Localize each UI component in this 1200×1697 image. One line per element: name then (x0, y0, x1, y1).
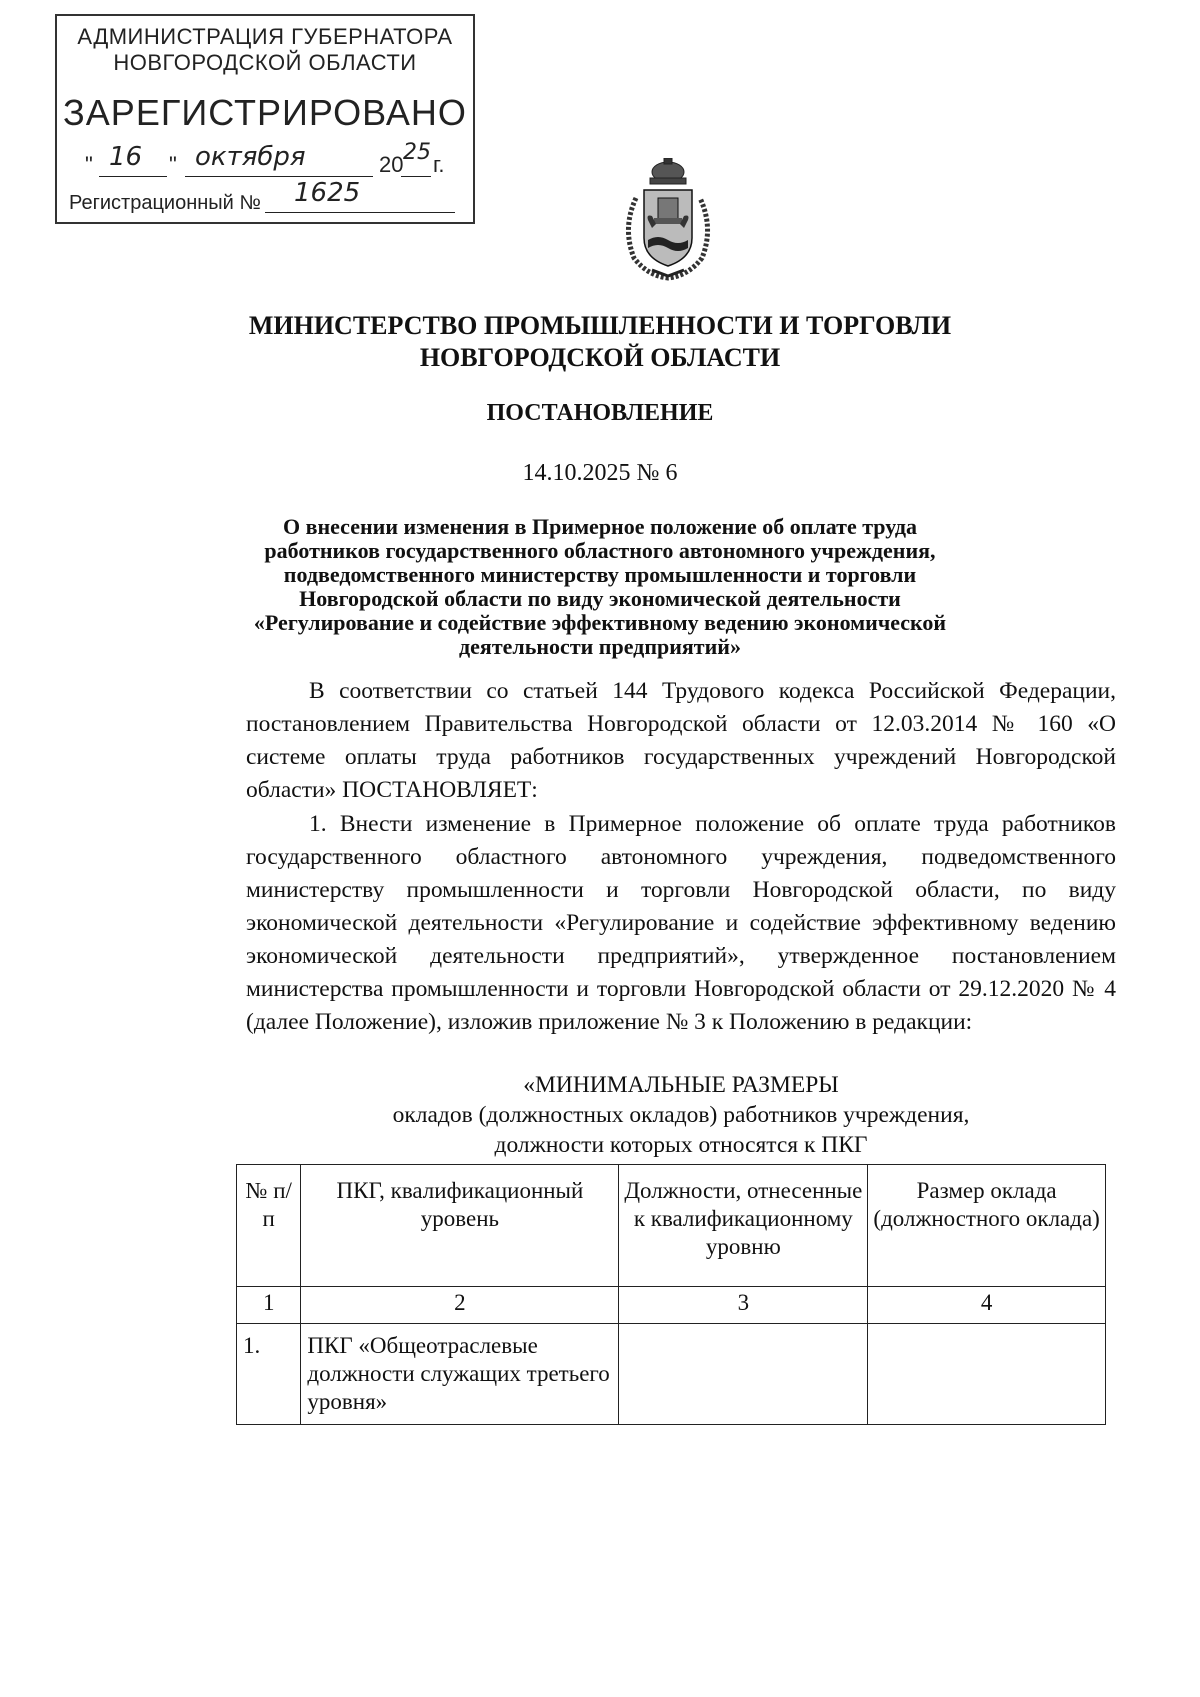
header-positions: Должности, отнесенные к квалификационному уровню (619, 1165, 868, 1287)
paragraph-preamble: В соответствии со статьей 144 Трудового кодекса Российской Федерации, постановлением Правительства Новгородской области от 12.03.2014 № 160 «О системе оплаты труда работников государственных учреждений Новгородской области» ПОСТАНОВЛЯЕТ: (246, 678, 1116, 803)
column-number: 4 (868, 1287, 1106, 1324)
stamp-region-line: НОВГОРОДСКОЙ ОБЛАСТИ (113, 50, 417, 75)
stamp-day: 16 (109, 142, 143, 172)
row-salary (868, 1324, 1106, 1425)
appendix-line-1: «МИНИМАЛЬНЫЕ РАЗМЕРЫ (523, 1072, 839, 1098)
table-numbering-row (237, 1287, 1106, 1324)
stamp-registered-label: ЗАРЕГИСТРИРОВАНО (63, 92, 467, 133)
subject-line: деятельности предприятий» (459, 634, 741, 659)
stamp-reg-label: Регистрационный № (69, 192, 261, 214)
crown-icon (650, 158, 686, 184)
appendix-line-2: окладов (должностных окладов) работников учреждения, (392, 1102, 970, 1128)
ministry-line-1: МИНИСТЕРСТВО ПРОМЫШЛЕННОСТИ И ТОРГОВЛИ (248, 311, 952, 340)
stamp-year-suffix: 25 (403, 140, 431, 165)
subject-line: «Регулирование и содействие эффективному ведению экономической (253, 610, 947, 635)
table-row (237, 1324, 1106, 1425)
stamp-admin-line: АДМИНИСТРАЦИЯ ГУБЕРНАТОРА (77, 24, 453, 49)
coat-of-arms-emblem (618, 158, 718, 282)
header-pkg: ПКГ, квалификационный уровень (301, 1165, 619, 1287)
registration-stamp (55, 14, 475, 224)
paragraph-item-1: 1. Внести изменение в Примерное положение об оплате труда работников государственного областного автономного учреждения, подведомственного министерству промышленности и торговли Новгородской области, по виду экономической деятельности «Регулирование и содействие эффективному ведению экономической деятельности предприятий», утвержденное постановлением министерства промышленности и торговли Новгородской области от 29.12.2020 № 4 (далее Положение), изложив приложение № 3 к Положению в редакции: (246, 811, 1116, 1035)
appendix-heading (246, 1070, 1116, 1160)
stamp-date-line (85, 142, 463, 182)
appendix-line-3: должности которых относятся к ПКГ (494, 1132, 868, 1158)
column-number: 1 (237, 1287, 301, 1324)
row-positions (619, 1324, 868, 1425)
decree-date-number: 14.10.2025 № 6 (522, 460, 678, 486)
subject-line: подведомственного министерству промышленности и торговли (283, 562, 917, 587)
row-number: 1. (237, 1324, 301, 1425)
header-number: № п/п (237, 1165, 301, 1287)
stamp-year-prefix: 20 (379, 152, 404, 177)
decree-subject (0, 515, 1200, 659)
stamp-quote-open: " (85, 152, 93, 177)
ministry-heading (0, 310, 1200, 374)
stamp-quote-close: " (169, 152, 177, 177)
stamp-reg-number-line (69, 178, 463, 215)
row-pkg: ПКГ «Общеотраслевые должности служащих третьего уровня» (301, 1324, 619, 1425)
subject-line: Новгородской области по виду экономической деятельности (299, 586, 901, 611)
stamp-reg-number: 1625 (294, 178, 361, 208)
stamp-month: октября (195, 142, 306, 172)
salary-table (236, 1164, 1106, 1425)
header-salary: Размер оклада (должностного оклада) (868, 1165, 1106, 1287)
column-number: 3 (619, 1287, 868, 1324)
subject-line: О внесении изменения в Примерное положение об оплате труда (282, 514, 917, 539)
subject-line: работников государственного областного автономного учреждения, (264, 538, 936, 563)
decree-title: ПОСТАНОВЛЕНИЕ (486, 400, 714, 426)
table-header-row (237, 1165, 1106, 1287)
stamp-year-end: г. (433, 152, 445, 177)
column-number: 2 (301, 1287, 619, 1324)
ministry-line-2: НОВГОРОДСКОЙ ОБЛАСТИ (419, 343, 781, 372)
